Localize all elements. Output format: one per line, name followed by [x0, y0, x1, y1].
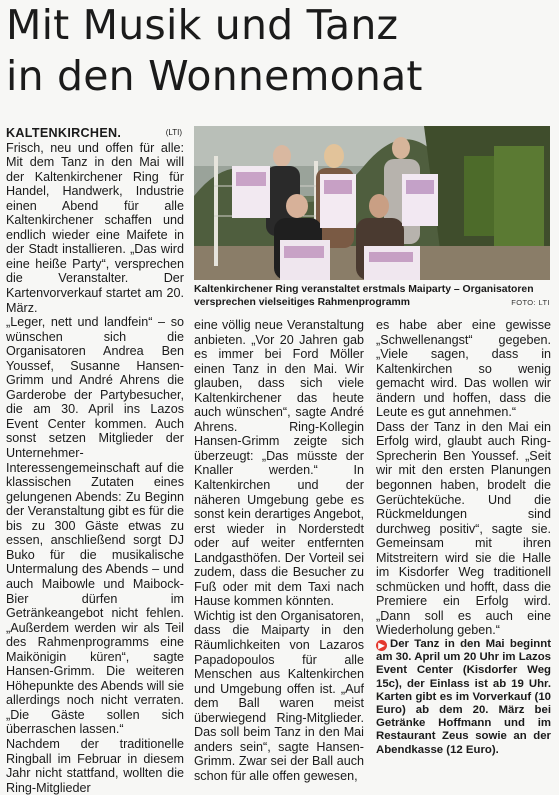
event-info-box [376, 638, 551, 757]
body-paragraph: es habe aber eine gewisse „Schwellenangst“ gegeben. „Viele sagen, dass in Kaltenkirchen so wenig gemacht wird. Das wollen wir ändern und hoffen, dass die Leute es gut annehmen.“ [376, 318, 551, 420]
article-column-1 [6, 126, 184, 795]
body-paragraph: „Leger, nett und landfein“ – so wünschen sich die Organisatoren Andrea Ben Youssef, Susanne Hansen-Grimm und André Ahrens die Garderobe der Partybesucher, die am 30. April ins Lazos Event Center kommen. Auch sonst setzen Mitglieder der Unternehmer-Interessengemeinschaft auf die klassischen Zutaten eines gelungenen Abends: Zu Beginn der Veranstaltung gibt es für die bis zu 300 Gäste etwas zu essen, anschließend sorgt DJ Buko für die musikalische Untermalung des Abends – und auch Maibowle und Maibock-Bier dürfen im Getränkeangebot nicht fehlen. „Außerdem werden wir als Teil des Rahmenprogramms eine Maikönigin küren“, sagte Hansen-Grimm. Die weiteren Höhepunkte des Abends will sie allerdings noch nicht verraten. „Die Gäste sollen sich überraschen lassen.“ [6, 315, 184, 737]
article-column-3 [376, 318, 551, 757]
body-paragraph: Wichtig ist den Organisatoren, dass die Maiparty in den Räumlichkeiten von Lazaros Papadopoulos für alle Menschen aus Kaltenkirchen und Umgebung offen ist. „Auf dem Ball waren meist überwiegend Ring-Mitglieder. Das soll beim Tanz in den Mai anders sein“, sagte Hansen-Grimm. Zwar sei der Ball auch schon für alle offen gewesen, [194, 608, 364, 783]
source-tag: (LTI) [165, 128, 182, 137]
photo-caption: Kaltenkirchener Ring veranstaltet erstmals Maiparty – Organisatoren versprechen vielseitiges Rahmenprogramm [194, 284, 534, 308]
headline [6, 0, 554, 102]
dateline: KALTENKIRCHEN. [6, 126, 122, 140]
arrow-right-icon: ▶ [376, 640, 387, 651]
group-photo-image [194, 126, 550, 280]
dateline-row [6, 126, 184, 141]
photo-credit: FOTO: LTI [511, 298, 550, 307]
article-photo [194, 126, 550, 280]
headline-line-1: Mit Musik und Tanz [6, 1, 399, 49]
event-info-text: Der Tanz in den Mai beginnt am 30. April um 20 Uhr im Lazos Event Center (Kisdorfer Weg 15c), der Einlass ist ab 19 Uhr. Karten gibt es im Vorverkauf (10 Euro) ab dem 20. März bei Getränke Hoffmann und im Restaurant Zeus sowie an der Abendkasse (12 Euro). [376, 638, 551, 756]
intro-paragraph: Frisch, neu und offen für alle: Mit dem Tanz in den Mai will der Kaltenkirchener Ring für Handel, Handwerk, Industrie einen Abend für alle Kaltenkirchener schaffen und endlich wieder eine Maifete in der Stadt installieren. „Das wird eine heiße Party“, versprechen die Veranstalter. Der Kartenvorverkauf startet am 20. März. [6, 140, 184, 315]
body-paragraph: eine völlig neue Veranstaltung anbieten. „Vor 20 Jahren gab es immer bei Ford Möller einen Tanz in den Mai. Wir glauben, dass sich viele Kaltenkirchener das heute auch wünschen“, sagte André Ahrens. Ring-Kollegin Hansen-Grimm zeigte sich überzeugt: „Das müsste der Knaller werden.“ In Kaltenkirchen und der näheren Umgebung gebe es sonst kein derartiges Angebot, erst wieder in Norderstedt oder auf weiter entfernten Landgasthöfen. Der Vorteil sei zudem, dass die Besucher zu Fuß oder mit dem Taxi nach Hause kommen könnten. [194, 318, 364, 609]
article-column-2 [194, 318, 364, 784]
body-paragraph: Nachdem der traditionelle Ringball im Februar in diesem Jahr nicht stattfand, wollten die Ring-Mitglieder [6, 736, 184, 795]
headline-line-2: in den Wonnemonat [6, 52, 423, 100]
body-paragraph: Dass der Tanz in den Mai ein Erfolg wird, glaubt auch Ring-Sprecherin Ben Youssef. „Seit wir mit den ersten Planungen begonnen haben, brodelt die Gerüchteküche. Und die Rückmeldungen sind durchweg positiv“, sagte sie. Gemeinsam mit ihren Mitstreitern wird sie die Halle im Kisdorfer Weg traditionell schmücken und hofft, dass die Premiere ein Erfolg wird. „Dann soll es auch eine Wiederholung geben.“ [376, 419, 551, 638]
